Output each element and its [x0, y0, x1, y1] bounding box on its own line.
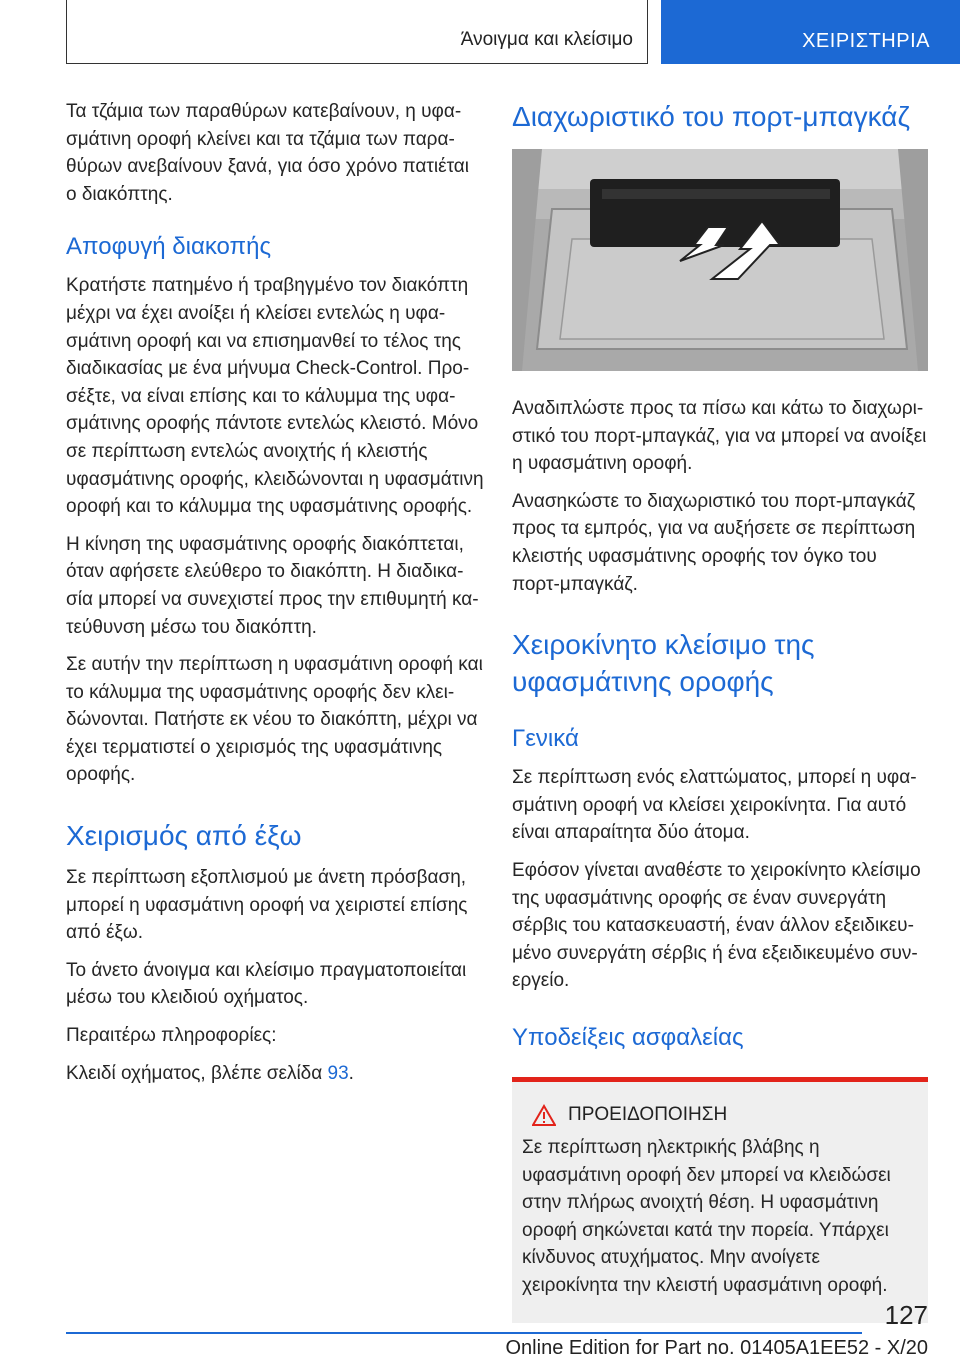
paragraph: Εφόσον γίνεται αναθέστε το χειροκίνητο κλείσιμο της υφασμάτινης οροφής σε έναν συνεργάτη σέρβις του κατασκευαστή, έναν άλλον εξειδικευμένο συνεργάτη σέρβις ή ένα εξειδικευμένο συνεργείο.	[512, 859, 921, 992]
warning-box	[512, 1077, 928, 1324]
heading-general: Γενικά	[512, 725, 579, 753]
paragraph: Περαιτέρω πληροφορίες:	[66, 1025, 277, 1047]
trunk-divider-photo	[512, 149, 928, 371]
warning-label: ΠΡΟΕΙΔΟΠΟΙΗΣΗ	[568, 1103, 728, 1125]
warning-text: Σε περίπτωση ηλεκτρικής βλάβης η υφασμάτινη οροφή δεν μπορεί να κλειδώσει στην πλήρως ανοιχτή θέση. Η υφασμάτινη οροφή σηκώνεται κατά την πορεία. Υπάρχει κίνδυνος ατυχήματος. Μην ανοίγετε χειροκίνητα την κλειστή υφασμάτινη οροφή.	[522, 1136, 891, 1296]
cross-reference: Κλειδί οχήματος, βλέπε σελίδα 93.	[66, 1062, 354, 1084]
paragraph: Τα τζάμια των παραθύρων κατεβαίνουν, η υφασμάτινη οροφή κλείνει και τα τζάμια των παραθύρων ανεβαίνουν ξανά, για όσο χρόνο πατιέται ο διακόπτης.	[66, 101, 470, 205]
footer-divider	[66, 1332, 862, 1334]
warning-header	[522, 1104, 918, 1126]
section-title: Άνοιγμα και κλείσιμο	[460, 29, 633, 50]
chapter-tab[interactable]: ΧΕΙΡΙΣΤΗΡΙΑ	[661, 0, 960, 64]
edition-footer: Online Edition for Part no. 01405A1EE52 - X/20	[505, 1337, 928, 1359]
paragraph: Σε αυτήν την περίπτωση η υφασμάτινη οροφή και το κάλυμμα της υφασμάτινης οροφής δεν κλειδώνονται. Πατήστε εκ νέου το διακόπτη, μέχρι να έχει τερματιστεί ο χειρισμός της υφασμάτινης οροφής.	[66, 654, 483, 786]
heading-luggage-divider: Διαχωριστικό του πορτ-μπαγκάζ	[512, 101, 910, 132]
left-column	[66, 98, 484, 1097]
paragraph: Ανασηκώστε το διαχωριστικό του πορτ-μπαγκάζ προς τα εμπρός, για να αυξήσετε σε περίπτωση κλειστής υφασμάτινης οροφής τον όγκο του πορτ-μπαγκάζ.	[512, 490, 916, 595]
paragraph: Αναδιπλώστε προς τα πίσω και κάτω το διαχωριστικό του πορτ-μπαγκάζ, για να μπορεί να ανοίξει η υφασμάτινη οροφή.	[512, 398, 927, 475]
right-column	[512, 98, 928, 1323]
paragraph: Η κίνηση της υφασμάτινης οροφής διακόπτεται, όταν αφήσετε ελεύθερο το διακόπτη. Η διαδικασία μπορεί να συνεχιστεί προς την επιθυμητή κατεύθυνση μέσω του διακόπτη.	[66, 533, 479, 638]
paragraph: Σε περίπτωση εξοπλισμού με άνετη πρόσβαση, μπορεί η υφασμάτινη οροφή να χειριστεί επίσης από έξω.	[66, 867, 468, 944]
paragraph: Σε περίπτωση ενός ελαττώματος, μπορεί η υφασμάτινη οροφή να κλείσει χειροκίνητα. Για αυτό είναι απαραίτητα δύο άτομα.	[512, 767, 917, 844]
paragraph: Κρατήστε πατημένο ή τραβηγμένο τον διακόπτη μέχρι να έχει ανοίξει ή κλείσει εντελώς η υφασμάτινη οροφή και να επισημανθεί το τέλος της διαδικασίας με ένα μήνυμα Check-Control. Προσέξτε, να είναι επίσης και το κάλυμμα της υφασμάτινης οροφής πάντοτε εντελώς κλειστό. Μόνο σε περίπτωση εντελώς ανοιχτής ή κλειστής υφασμάτινης οροφής, κλειδώνονται η υφασμάτινη οροφή και το κάλυμμα της υφασμάτινης οροφής.	[66, 275, 484, 518]
heading-operation-outside: Χειρισμός από έξω	[66, 820, 302, 852]
warning-triangle-icon	[532, 1104, 556, 1126]
page-number: 127	[884, 1300, 928, 1330]
running-header	[66, 0, 648, 64]
heading-safety-notes: Υποδείξεις ασφαλείας	[512, 1023, 744, 1051]
page-link[interactable]: 93	[327, 1062, 349, 1084]
heading-manual-closing: Χειροκίνητο κλείσιμο της υφασμάτινης οροφής	[512, 629, 815, 698]
paragraph: Το άνετο άνοιγμα και κλείσιμο πραγματοποιείται μέσω του κλειδιού οχήματος.	[66, 959, 467, 1009]
heading-avoid-interruption: Αποφυγή διακοπής	[66, 233, 272, 261]
